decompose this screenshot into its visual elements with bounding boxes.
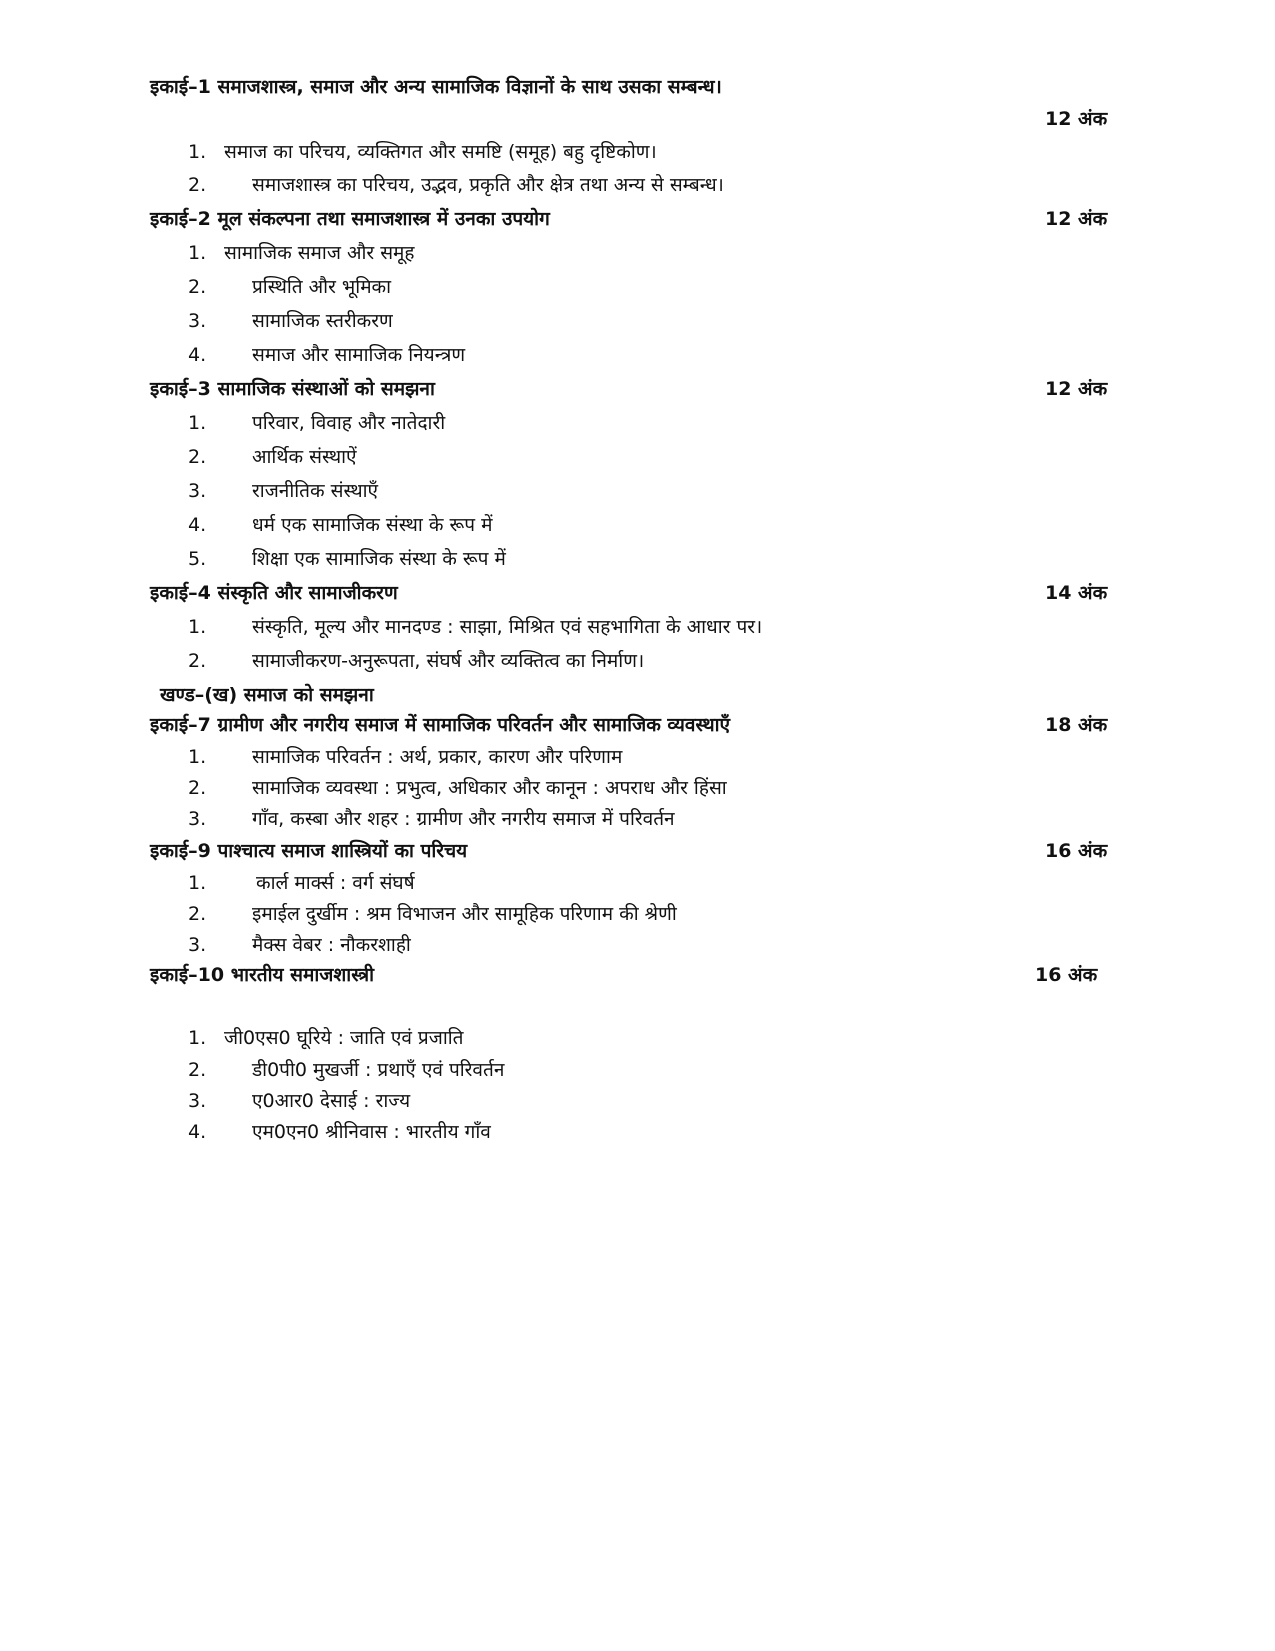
unit-2-heading: इकाई–2 मूल संकल्पना तथा समाजशास्त्र में उनका उपयोग (150, 208, 550, 230)
unit-7-heading: इकाई–7 ग्रामीण और नगरीय समाज में सामाजिक परिवर्तन और सामाजिक व्यवस्थाएँ (150, 714, 731, 736)
unit-4-marks: 14 अंक (1045, 582, 1108, 604)
unit-10-marks: 16 अंक (1035, 964, 1098, 986)
unit-10-item-2-text: डी0पी0 मुखर्जी : प्रथाएँ एवं परिवर्तन (252, 1059, 505, 1081)
unit-9-item-3-text: मैक्स वेबर : नौकरशाही (252, 934, 411, 956)
unit-9-item-1-text: कार्ल मार्क्स : वर्ग संघर्ष (256, 872, 415, 894)
unit-9-item-2-number: 2. (188, 903, 207, 925)
unit-4-item-2-number: 2. (188, 650, 207, 672)
unit-3-item-2-number: 2. (188, 446, 207, 468)
unit-10-item-1-text: जी0एस0 घूरिये : जाति एवं प्रजाति (224, 1027, 464, 1049)
unit-3-item-1-number: 1. (188, 412, 207, 434)
unit-9-heading: इकाई–9 पाश्चात्य समाज शास्त्रियों का परिचय (150, 840, 468, 862)
section-heading: खण्ड–(ख) समाज को समझना (160, 684, 374, 706)
unit-2-item-4-text: समाज और सामाजिक नियन्त्रण (252, 344, 466, 366)
unit-2-item-2-number: 2. (188, 276, 207, 298)
unit-3-item-3-number: 3. (188, 480, 207, 502)
unit-3-item-3-text: राजनीतिक संस्थाएँ (252, 480, 379, 502)
unit-10-item-2-number: 2. (188, 1059, 207, 1081)
unit-2-marks: 12 अंक (1045, 208, 1108, 230)
unit-3-marks: 12 अंक (1045, 378, 1108, 400)
unit-3-item-5-text: शिक्षा एक सामाजिक संस्था के रूप में (252, 548, 506, 570)
unit-1-item-2-text: समाजशास्त्र का परिचय, उद्भव, प्रकृति और क्षेत्र तथा अन्य से सम्बन्ध। (252, 174, 724, 196)
unit-3-item-4-text: धर्म एक सामाजिक संस्था के रूप में (252, 514, 493, 536)
unit-4-heading: इकाई–4 संस्कृति और सामाजीकरण (150, 582, 398, 604)
unit-1-item-1-number: 1. (188, 141, 207, 163)
unit-7-item-3-number: 3. (188, 808, 207, 830)
unit-2-item-3-number: 3. (188, 310, 207, 332)
unit-2-item-2-text: प्रस्थिति और भूमिका (252, 276, 392, 298)
unit-4-item-1-text: संस्कृति, मूल्य और मानदण्ड : साझा, मिश्रित एवं सहभागिता के आधार पर। (252, 616, 763, 638)
unit-7-item-2-number: 2. (188, 777, 207, 799)
unit-7-item-2-text: सामाजिक व्यवस्था : प्रभुत्व, अधिकार और कानून : अपराध और हिंसा (252, 777, 727, 799)
unit-7-item-1-text: सामाजिक परिवर्तन : अर्थ, प्रकार, कारण और परिणाम (252, 746, 623, 768)
unit-10-item-4-text: एम0एन0 श्रीनिवास : भारतीय गाँव (252, 1121, 491, 1143)
unit-10-item-1-number: 1. (188, 1027, 207, 1049)
unit-4-item-1-number: 1. (188, 616, 207, 638)
unit-3-item-1-text: परिवार, विवाह और नातेदारी (252, 412, 446, 434)
unit-9-item-3-number: 3. (188, 934, 207, 956)
unit-7-item-1-number: 1. (188, 746, 207, 768)
unit-4-item-2-text: सामाजीकरण-अनुरूपता, संघर्ष और व्यक्तित्व का निर्माण। (252, 650, 645, 672)
unit-10-item-4-number: 4. (188, 1121, 207, 1143)
unit-9-marks: 16 अंक (1045, 840, 1108, 862)
unit-1-marks: 12 अंक (1045, 108, 1108, 130)
unit-1-heading: इकाई–1 समाजशास्त्र, समाज और अन्य सामाजिक विज्ञानों के साथ उसका सम्बन्ध। (150, 76, 722, 98)
unit-7-item-3-text: गाँव, कस्बा और शहर : ग्रामीण और नगरीय समाज में परिवर्तन (252, 808, 675, 830)
unit-2-item-4-number: 4. (188, 344, 207, 366)
unit-3-item-2-text: आर्थिक संस्थाऐं (252, 446, 357, 468)
unit-2-item-1-number: 1. (188, 242, 207, 264)
unit-9-item-1-number: 1. (188, 872, 207, 894)
unit-2-item-1-text: सामाजिक समाज और समूह (224, 242, 415, 264)
unit-9-item-2-text: इमाईल दुर्खीम : श्रम विभाजन और सामूहिक परिणाम की श्रेणी (252, 903, 677, 925)
unit-2-item-3-text: सामाजिक स्तरीकरण (252, 310, 393, 332)
unit-1-item-1-text: समाज का परिचय, व्यक्तिगत और समष्टि (समूह) बहु दृष्टिकोण। (224, 141, 657, 163)
unit-1-item-2-number: 2. (188, 174, 207, 196)
unit-10-heading: इकाई–10 भारतीय समाजशास्त्री (150, 964, 375, 986)
unit-10-item-3-text: ए0आर0 देसाई : राज्य (252, 1090, 411, 1112)
unit-10-item-3-number: 3. (188, 1090, 207, 1112)
unit-3-heading: इकाई–3 सामाजिक संस्थाओं को समझना (150, 378, 435, 400)
unit-7-marks: 18 अंक (1045, 714, 1108, 736)
unit-3-item-5-number: 5. (188, 548, 207, 570)
unit-3-item-4-number: 4. (188, 514, 207, 536)
